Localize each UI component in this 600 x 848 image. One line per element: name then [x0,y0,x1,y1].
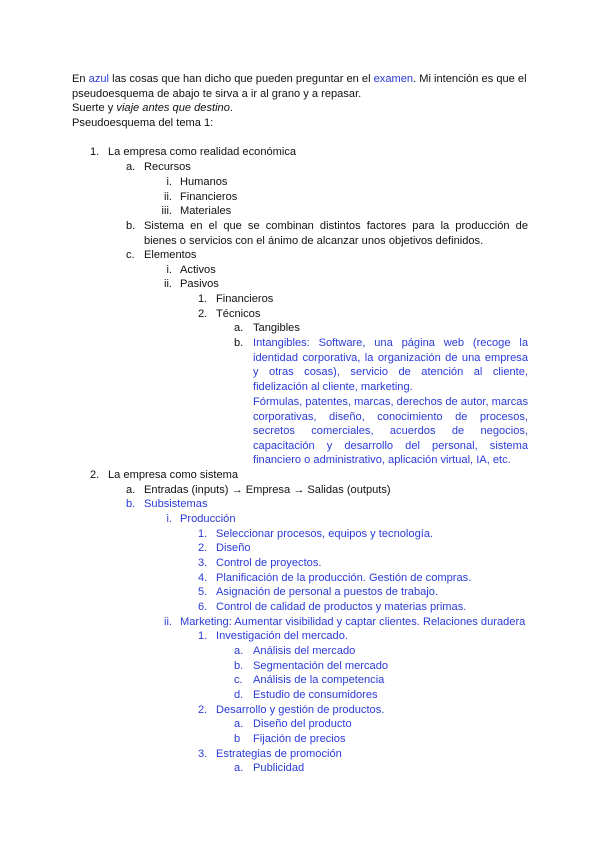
list-marker: 2. [90,469,100,481]
list-marker: b. [234,660,244,672]
list-item: Fijación de precios [253,733,346,745]
list-item: Estrategias de promoción [216,748,342,760]
list-marker: 2. [198,308,208,320]
list-item-recursos: Recursos [144,161,191,173]
intro-line-3 [72,101,233,115]
intangibles-description: Intangibles: Software, una página web (recoge la identidad corporativa, la organización de una empresa y otras cosas), servicio de atención al cliente, fidelización al cliente, marketing. [253,337,528,393]
list-marker: b. [126,498,136,510]
intangibles-examples: Fórmulas, patentes, marcas, derechos de autor, marcas corporativas, diseño, conocimiento de procesos, secretos comerciales, acuerdos de negocios, capacitación y desarrollo del personal, sistema financiero o administrativo, aplicación virtual, IA, etc. [253,396,529,467]
list-marker: b. [234,337,244,349]
list-item: Análisis del mercado [253,645,356,657]
outline-heading: Pseudoesquema del tema 1: [72,117,214,129]
list-marker: a. [234,762,244,774]
list-item: Diseño [216,542,251,554]
section-title-1: La empresa como realidad económica [108,146,297,158]
list-item: Financieros [216,293,274,305]
intro-line-1 [72,72,527,86]
list-item: Seleccionar procesos, equipos y tecnología. [216,528,434,540]
list-item-entradas: Entradas (inputs) → Empresa → Salidas (outputs) [144,484,391,496]
intro-text: . [229,102,233,114]
list-marker: d. [234,689,244,701]
list-item: Investigación del mercado. [216,630,348,642]
intro-italic: viaje antes que destino [116,102,230,114]
list-marker: 1. [198,293,208,305]
list-marker: a. [126,161,136,173]
list-marker: i. [166,264,172,276]
list-item: Estudio de consumidores [253,689,378,701]
list-item: Asignación de personal a puestos de trabajo. [216,586,439,598]
list-marker: 3. [198,748,208,760]
list-marker: i. [166,176,172,188]
list-item-subsistemas: Subsistemas [144,498,208,510]
intro-text: . Mi intención es que el [413,73,527,85]
list-item: Humanos [180,176,228,188]
list-marker: c. [126,249,135,261]
list-marker: a. [234,718,244,730]
list-item-produccion: Producción [180,513,236,525]
section-title-2: La empresa como sistema [108,469,239,481]
list-item: Técnicos [216,308,261,320]
list-marker: 4. [198,572,208,584]
list-marker: ii. [163,278,172,290]
list-item: Control de proyectos. [216,557,322,569]
list-marker: ii. [163,616,172,628]
list-item: Tangibles [253,322,300,334]
list-marker: b. [126,220,136,232]
list-item: Análisis de la competencia [253,674,385,686]
list-item-elementos: Elementos [144,249,197,261]
intro-text: Suerte y [72,102,117,114]
list-marker: 1. [90,146,100,158]
list-item-marketing: Marketing: Aumentar visibilidad y captar clientes. Relaciones duradera [180,616,526,628]
highlight-azul: azul [88,73,110,85]
list-marker: a. [234,645,244,657]
list-marker: 6. [198,601,208,613]
list-item: Publicidad [253,762,305,774]
list-marker: 5. [198,586,208,598]
list-marker: b [234,733,241,745]
intro-text: En [72,73,89,85]
list-marker: a. [234,322,244,334]
list-item: Diseño del producto [253,718,352,730]
list-item: Financieros [180,191,238,203]
list-marker: 1. [198,630,208,642]
list-item: Pasivos [180,278,219,290]
list-marker: iii. [161,205,172,217]
list-marker: a. [126,484,136,496]
list-marker: i. [166,513,172,525]
list-marker: 2. [198,704,208,716]
list-item-definition: Sistema en el que se combinan distintos factores para la producción de bienes o servicios con el ánimo de alcanzar unos objetivos definidos. [144,220,528,247]
list-item: Materiales [180,205,232,217]
list-item: Control de calidad de productos y materias primas. [216,601,467,613]
intro-line-2: pseudoesquema de abajo te sirva a ir al grano y a repasar. [72,88,362,100]
list-marker: 2. [198,542,208,554]
list-item: Activos [180,264,216,276]
list-item: Desarrollo y gestión de productos. [216,704,385,716]
list-item: Planificación de la producción. Gestión de compras. [216,572,472,584]
intro-text: las cosas que han dicho que pueden preguntar en el [109,73,374,85]
highlight-examen: examen [373,73,414,85]
list-item: Segmentación del mercado [253,660,389,672]
list-marker: c. [234,674,243,686]
list-marker: 1. [198,528,208,540]
list-marker: 3. [198,557,208,569]
list-marker: ii. [163,191,172,203]
